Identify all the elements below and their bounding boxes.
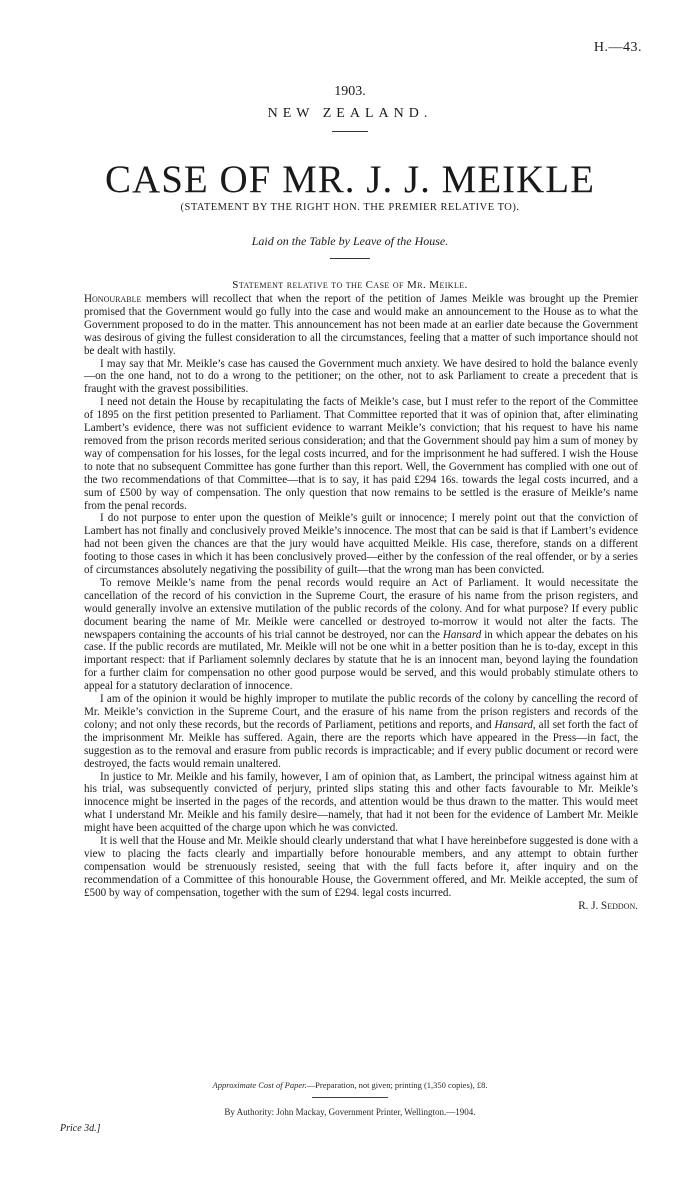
paragraph-1 [84, 293, 638, 358]
paragraph-7: In justice to Mr. Meikle and his family, however, I am of opinion that, as Lambert, the principal witness against him at his trial, was subsequently convicted of perjury, printed slips stating this and other facts favourable to Mr. Meikle’s innocence might be inserted in the pages of the records, and attention would be thus drawn to the matter. This would meet what I understand Mr. Meikle and his family desire—namely, that had it not been for the evidence of Lambert Mr. Meikle might have been acquitted of the charge upon which he was convicted. [84, 770, 638, 835]
paragraph-text: in which appear the debates on his case. If the public records are mutilated, Mr. Meikle will not be one whit in a better position than he is to-day, except in this important respect: that if Parliament solemnly declares by statute that he is an innocent man, beyond laying the foundation for a further claim for compensation no other good purpose would be served, and this would probably stimulate others to appeal for a statutory declaration of innocence. [84, 628, 638, 693]
paragraph-5 [84, 577, 638, 693]
paragraph-text: , all set forth the fact of the imprisonment Mr. Meikle has suffered. Again, there are the reports which have appeared in the Press—in fact, the suggestion as to the removal and erasure from public records is impracticable; and if every public document or record were destroyed, the facts would remain unaltered. [84, 718, 638, 770]
price: Price 3d.] [60, 1123, 101, 1134]
cost-text: —Preparation, not given; printing (1,350 copies), £8. [306, 1080, 488, 1090]
statement-body [84, 293, 638, 913]
document-reference: H.—43. [593, 40, 642, 55]
hansard-italic: Hansard [442, 628, 482, 641]
paragraph-3: I need not detain the House by recapitulating the facts of Meikle’s case, but I must refer to the report of the Committee of 1895 on the first petition presented to Parliament. That Committee reported that it was of opinion that, after eliminating Lambert’s evidence, there was not sufficient evidence to warrant Meikle’s conviction; that his request to have his name removed from the prison records merited serious consideration; and that the Government should pay him a sum of money by way of compensation for his losses, for the legal costs incurred, and for the imprisonment he had suffered. I wish the House to note that no subsequent Committee has gone further than this report. Well, the Government has complied with one out of the two recommendations of that Committee—that is to say, it has paid £294 16s. towards the legal costs incurred, and a sum of £500 by way of compensation. The only question that now remains to be settled is the erasure of Meikle’s name from the penal records. [84, 396, 638, 512]
laid-on-table-note: Laid on the Table by Leave of the House. [251, 234, 449, 248]
paragraph-text: I am of the opinion it would be highly improper to mutilate the public records of the colony by cancelling the record of Mr. Meikle’s conviction in the Supreme Court, and the erasure of his name from the prison registers and records of the colony; and not only these records, but the records of Parliament, petitions and reports, and [84, 693, 638, 731]
divider-rule [332, 131, 368, 132]
paragraph-text: members will recollect that when the report of the petition of James Meikle was brought up the Premier promised that the Government would go fully into the case and would make an announcement to the House as to what the Government proposed to do in the matter. This announcement has not been made at an earlier date because the Government was desirous of giving the fullest consideration to all the circumstances, feeling that a matter of such importance should not be dealt with hastily. [84, 293, 638, 357]
paragraph-2: I may say that Mr. Meikle’s case has caused the Government much anxiety. We have desired to hold the balance evenly—on the one hand, not to do a wrong to the petitioner; on the other, not to ask Parliament to create a precedent that is fraught with the gravest possibilities. [84, 357, 638, 396]
signature: R. J. Seddon. [578, 899, 638, 912]
hansard-italic: Hansard [494, 718, 533, 731]
statement-heading: Statement relative to the Case of Mr. Meikle. [232, 279, 468, 291]
year: 1903. [334, 84, 366, 99]
subtitle: (STATEMENT BY THE RIGHT HON. THE PREMIER RELATIVE TO). [180, 202, 520, 213]
paragraph-8: It is well that the House and Mr. Meikle should clearly understand that what I have hereinbefore suggested is done with a view to placing the facts clearly and impartially before honourable members, and any attempt to obtain further compensation would be strenuously resisted, seeing that with the full facts before it, after inquiry and on the recommendation of a Committee of this honourable House, the Government offered, and Mr. Meikle accepted, the sum of £500 by way of compensation, together with the sum of £294. legal costs incurred. [84, 835, 638, 899]
divider-rule [312, 1097, 388, 1098]
paragraph-text: To remove Meikle’s name from the penal records would require an Act of Parliament. It would necessitate the cancellation of the record of his conviction in the Supreme Court, the erasure of his name from the prison registers, and would generally involve an extensive mutilation of the public records of the colony. And for what purpose? If every public document bearing the name of Mr. Meikle were cancelled or destroyed to-morrow it would not alter the facts. The newspapers containing the accounts of his trial cannot be destroyed, nor can the [84, 576, 638, 641]
page-title: CASE OF MR. J. J. MEIKLE [105, 158, 595, 201]
paragraph-6 [84, 693, 638, 770]
divider-rule [330, 258, 370, 259]
paragraph-4: I do not purpose to enter upon the question of Meikle’s guilt or innocence; I merely point out that the conviction of Lambert has not finally and conclusively proved Meikle’s innocence. The most that can be said is that if Lambert’s evidence had not been given the chances are that the jury would have acquitted Meikle. His case, therefore, stands on a different footing to those cases in which it has been conclusively proved—either by the confession of the real offender, or by a series of circumstances absolutely negativing the possibility of guilt—that the wrong man has been convicted. [84, 512, 638, 577]
cost-label: Approximate Cost of Paper. [212, 1080, 307, 1090]
signature-line [84, 900, 638, 913]
country-heading: NEW ZEALAND. [267, 106, 433, 121]
paragraph-lead: Honourable [84, 293, 142, 305]
printer-imprint: By Authority: John Mackay, Government Printer, Wellington.—1904. [224, 1107, 476, 1117]
cost-note [0, 1080, 700, 1090]
